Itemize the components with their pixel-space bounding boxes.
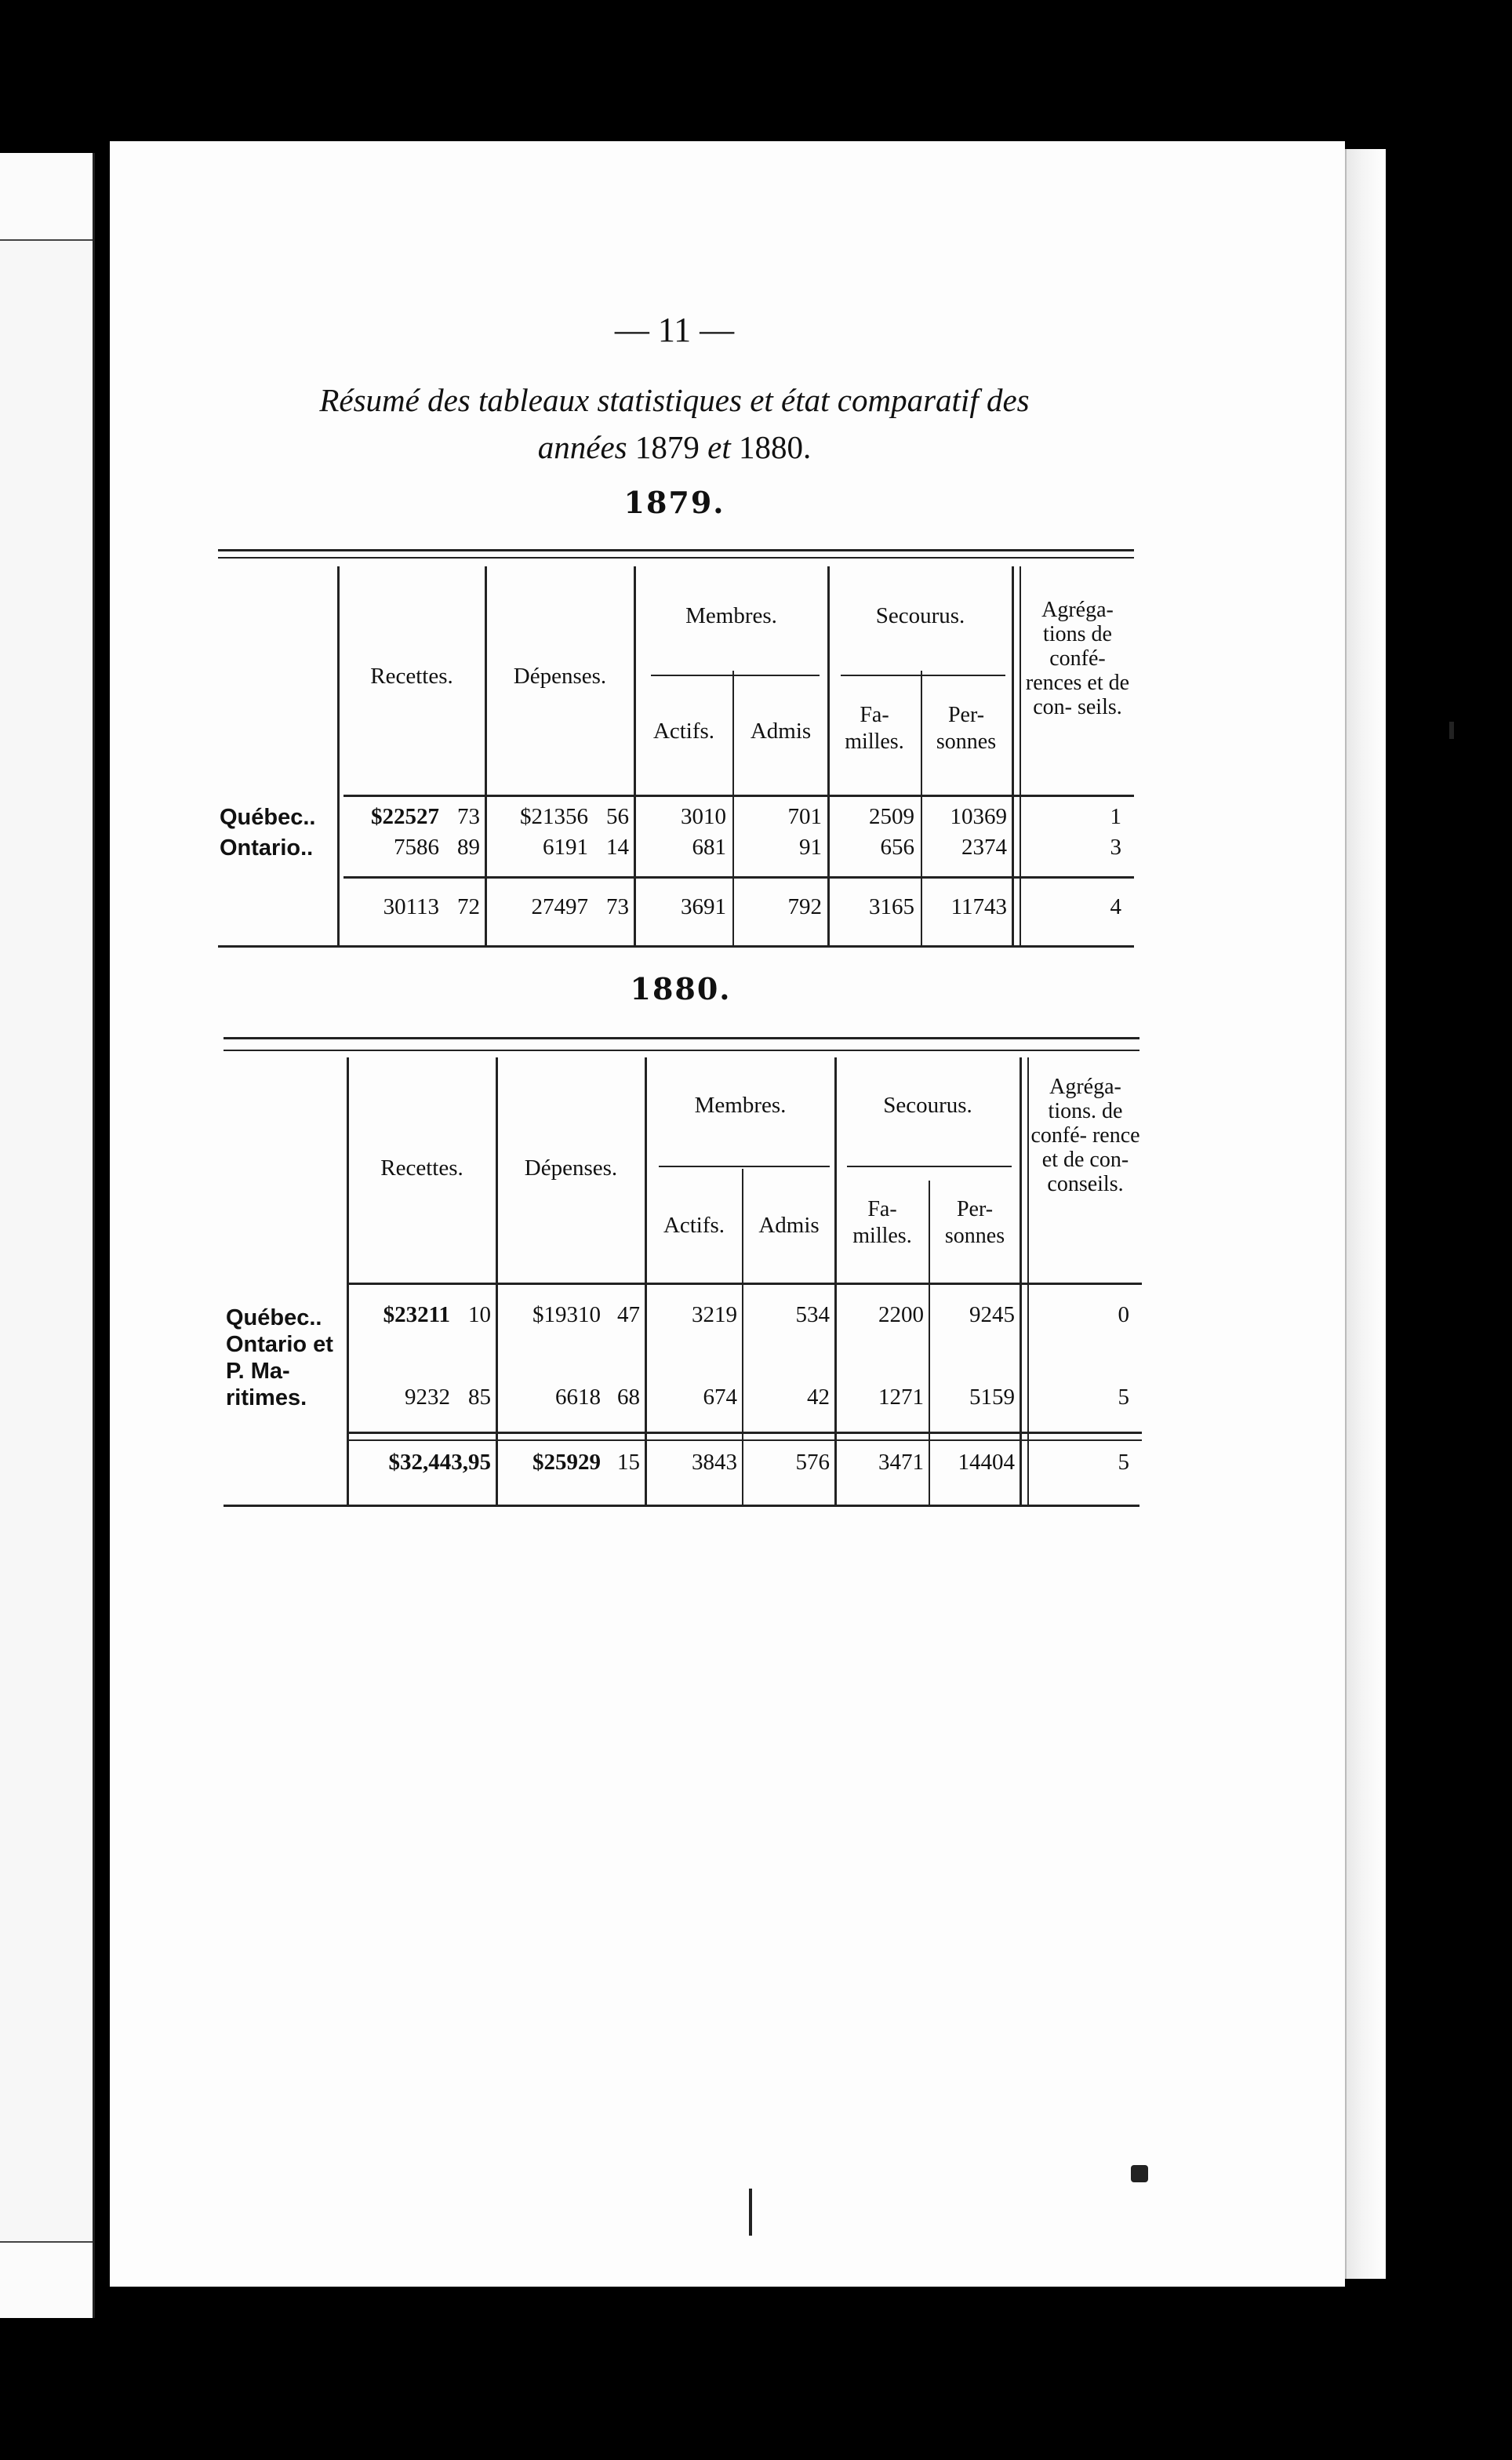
cell-personnes: 10369 xyxy=(950,804,1007,829)
table-1879-top-rule-2 xyxy=(218,557,1134,559)
page-edge xyxy=(1345,149,1386,2279)
header-bottom-rule xyxy=(347,1283,1142,1285)
cell-agregations: 1 xyxy=(1110,804,1121,829)
cell-admis: 534 xyxy=(795,1302,830,1327)
caption-year-2: 1880. xyxy=(738,429,812,465)
secourus-underline xyxy=(841,675,1005,676)
total-top-rule xyxy=(343,876,1134,879)
table-1880-vline xyxy=(496,1057,498,1505)
cell-depenses-cents: 56 xyxy=(606,804,629,829)
total-top-rule-2 xyxy=(347,1439,1142,1441)
cell-recettes-cents: 85 xyxy=(468,1385,491,1410)
cell-personnes: 5159 xyxy=(969,1385,1015,1410)
cell-recettes: 9232 xyxy=(405,1385,450,1410)
caption-annees: années xyxy=(537,429,627,465)
total-agregations: 5 xyxy=(1118,1450,1129,1475)
table-1879-top-rule xyxy=(218,549,1134,551)
cell-recettes: $23211 xyxy=(383,1302,450,1327)
caption-et: et xyxy=(707,429,731,465)
cell-depenses-cents: 68 xyxy=(617,1385,640,1410)
cell-depenses: $21356 xyxy=(520,804,588,829)
table-1880-top-rule xyxy=(224,1037,1139,1039)
header-bottom-rule xyxy=(343,795,1134,797)
row-label-ontario: Ontario.. xyxy=(220,835,314,861)
membres-underline xyxy=(659,1166,830,1167)
header-familles: Fa- milles. xyxy=(852,1197,912,1248)
table-1879-bottom-rule xyxy=(218,945,1134,948)
cell-familles: 2509 xyxy=(869,804,914,829)
cell-depenses-cents: 47 xyxy=(617,1302,640,1327)
total-familles: 3471 xyxy=(878,1450,924,1475)
header-membres: Membres. xyxy=(685,603,777,628)
cell-recettes: $22527 xyxy=(371,804,439,829)
cell-recettes-cents: 73 xyxy=(457,804,480,829)
membres-underline xyxy=(651,675,820,676)
cell-recettes: 7586 xyxy=(394,835,439,860)
cell-familles: 1271 xyxy=(878,1385,924,1410)
table-1879-vline xyxy=(485,566,487,945)
header-admis: Admis xyxy=(750,719,812,744)
table-caption xyxy=(220,377,1129,471)
header-depenses: Dépenses. xyxy=(524,1155,618,1181)
header-agregations: Agréga- tions. de confé- rence et de con- conseils. xyxy=(1030,1075,1140,1196)
header-admis: Admis xyxy=(758,1213,820,1238)
year-heading-1879: 1879. xyxy=(623,485,725,520)
cell-actifs: 681 xyxy=(692,835,726,860)
total-depenses-cents: 15 xyxy=(617,1450,640,1475)
header-secourus: Secourus. xyxy=(875,603,965,628)
cell-familles: 2200 xyxy=(878,1302,924,1327)
table-1879-vline xyxy=(732,671,734,945)
cell-depenses-cents: 14 xyxy=(606,835,629,860)
cell-personnes: 9245 xyxy=(969,1302,1015,1327)
total-familles: 3165 xyxy=(869,894,914,919)
table-1880-vline xyxy=(1020,1057,1022,1505)
table-1880-bottom-rule xyxy=(224,1505,1139,1507)
left-page-fragment xyxy=(0,153,95,2318)
table-1880-vline xyxy=(834,1057,837,1505)
header-actifs: Actifs. xyxy=(652,719,715,744)
total-actifs: 3691 xyxy=(681,894,726,919)
cell-agregations: 5 xyxy=(1118,1385,1129,1410)
page-number: — 11 — xyxy=(614,311,735,349)
total-recettes-cents: 72 xyxy=(457,894,480,919)
row-label-quebec: Québec.. xyxy=(220,805,316,830)
year-heading-1880: 1880. xyxy=(630,971,732,1006)
total-recettes: 30113 xyxy=(383,894,439,919)
scan-speck xyxy=(1449,722,1454,739)
total-recettes: $32,443,95 xyxy=(388,1450,491,1475)
total-admis: 576 xyxy=(795,1450,830,1475)
caption-line-1: Résumé des tableaux statistiques et état comparatif des xyxy=(319,382,1030,418)
header-secourus: Secourus. xyxy=(883,1093,972,1118)
total-depenses: 27497 xyxy=(531,894,588,919)
caption-year-1: 1879 xyxy=(634,429,700,465)
header-recettes: Recettes. xyxy=(370,664,453,689)
table-1880-vline xyxy=(645,1057,647,1505)
cell-familles: 656 xyxy=(880,835,914,860)
table-1879-vline xyxy=(1012,566,1014,945)
total-personnes: 11743 xyxy=(950,894,1007,919)
cell-actifs: 3219 xyxy=(692,1302,737,1327)
cell-depenses: 6618 xyxy=(555,1385,601,1410)
cell-personnes: 2374 xyxy=(961,835,1007,860)
cell-admis: 42 xyxy=(807,1385,830,1410)
header-recettes: Recettes. xyxy=(380,1155,463,1181)
cell-recettes-cents: 89 xyxy=(457,835,480,860)
table-1879-vline xyxy=(337,566,340,945)
header-agregations: Agréga- tions de confé- rences et de con- seils. xyxy=(1025,598,1130,719)
cell-agregations: 0 xyxy=(1118,1302,1129,1327)
header-depenses: Dépenses. xyxy=(513,664,607,689)
table-1880-top-rule-2 xyxy=(224,1050,1139,1051)
row-label-ontario: Ontario et P. Ma- ritimes. xyxy=(226,1332,333,1410)
header-membres: Membres. xyxy=(694,1093,787,1118)
cell-admis: 701 xyxy=(787,804,822,829)
total-agregations: 4 xyxy=(1110,894,1121,919)
scan-speck xyxy=(1131,2165,1148,2182)
cell-recettes-cents: 10 xyxy=(468,1302,491,1327)
total-depenses-cents: 73 xyxy=(606,894,629,919)
cell-depenses: 6191 xyxy=(543,835,588,860)
total-admis: 792 xyxy=(787,894,822,919)
cell-admis: 91 xyxy=(799,835,822,860)
row-label-quebec: Québec.. xyxy=(226,1305,322,1330)
cell-actifs: 674 xyxy=(703,1385,737,1410)
total-personnes: 14404 xyxy=(958,1450,1015,1475)
total-top-rule xyxy=(347,1432,1142,1434)
header-personnes: Per- sonnes xyxy=(936,703,997,754)
table-1880-vline xyxy=(347,1057,349,1505)
header-actifs: Actifs. xyxy=(663,1213,725,1238)
secourus-underline xyxy=(847,1166,1012,1167)
header-personnes: Per- sonnes xyxy=(944,1197,1005,1248)
total-depenses: $25929 xyxy=(532,1450,601,1475)
total-actifs: 3843 xyxy=(692,1450,737,1475)
scan-speck xyxy=(749,2189,752,2236)
cell-depenses: $19310 xyxy=(532,1302,601,1327)
cell-actifs: 3010 xyxy=(681,804,726,829)
cell-agregations: 3 xyxy=(1110,835,1121,860)
caption-line-2 xyxy=(220,424,1129,471)
header-familles: Fa- milles. xyxy=(845,703,904,754)
